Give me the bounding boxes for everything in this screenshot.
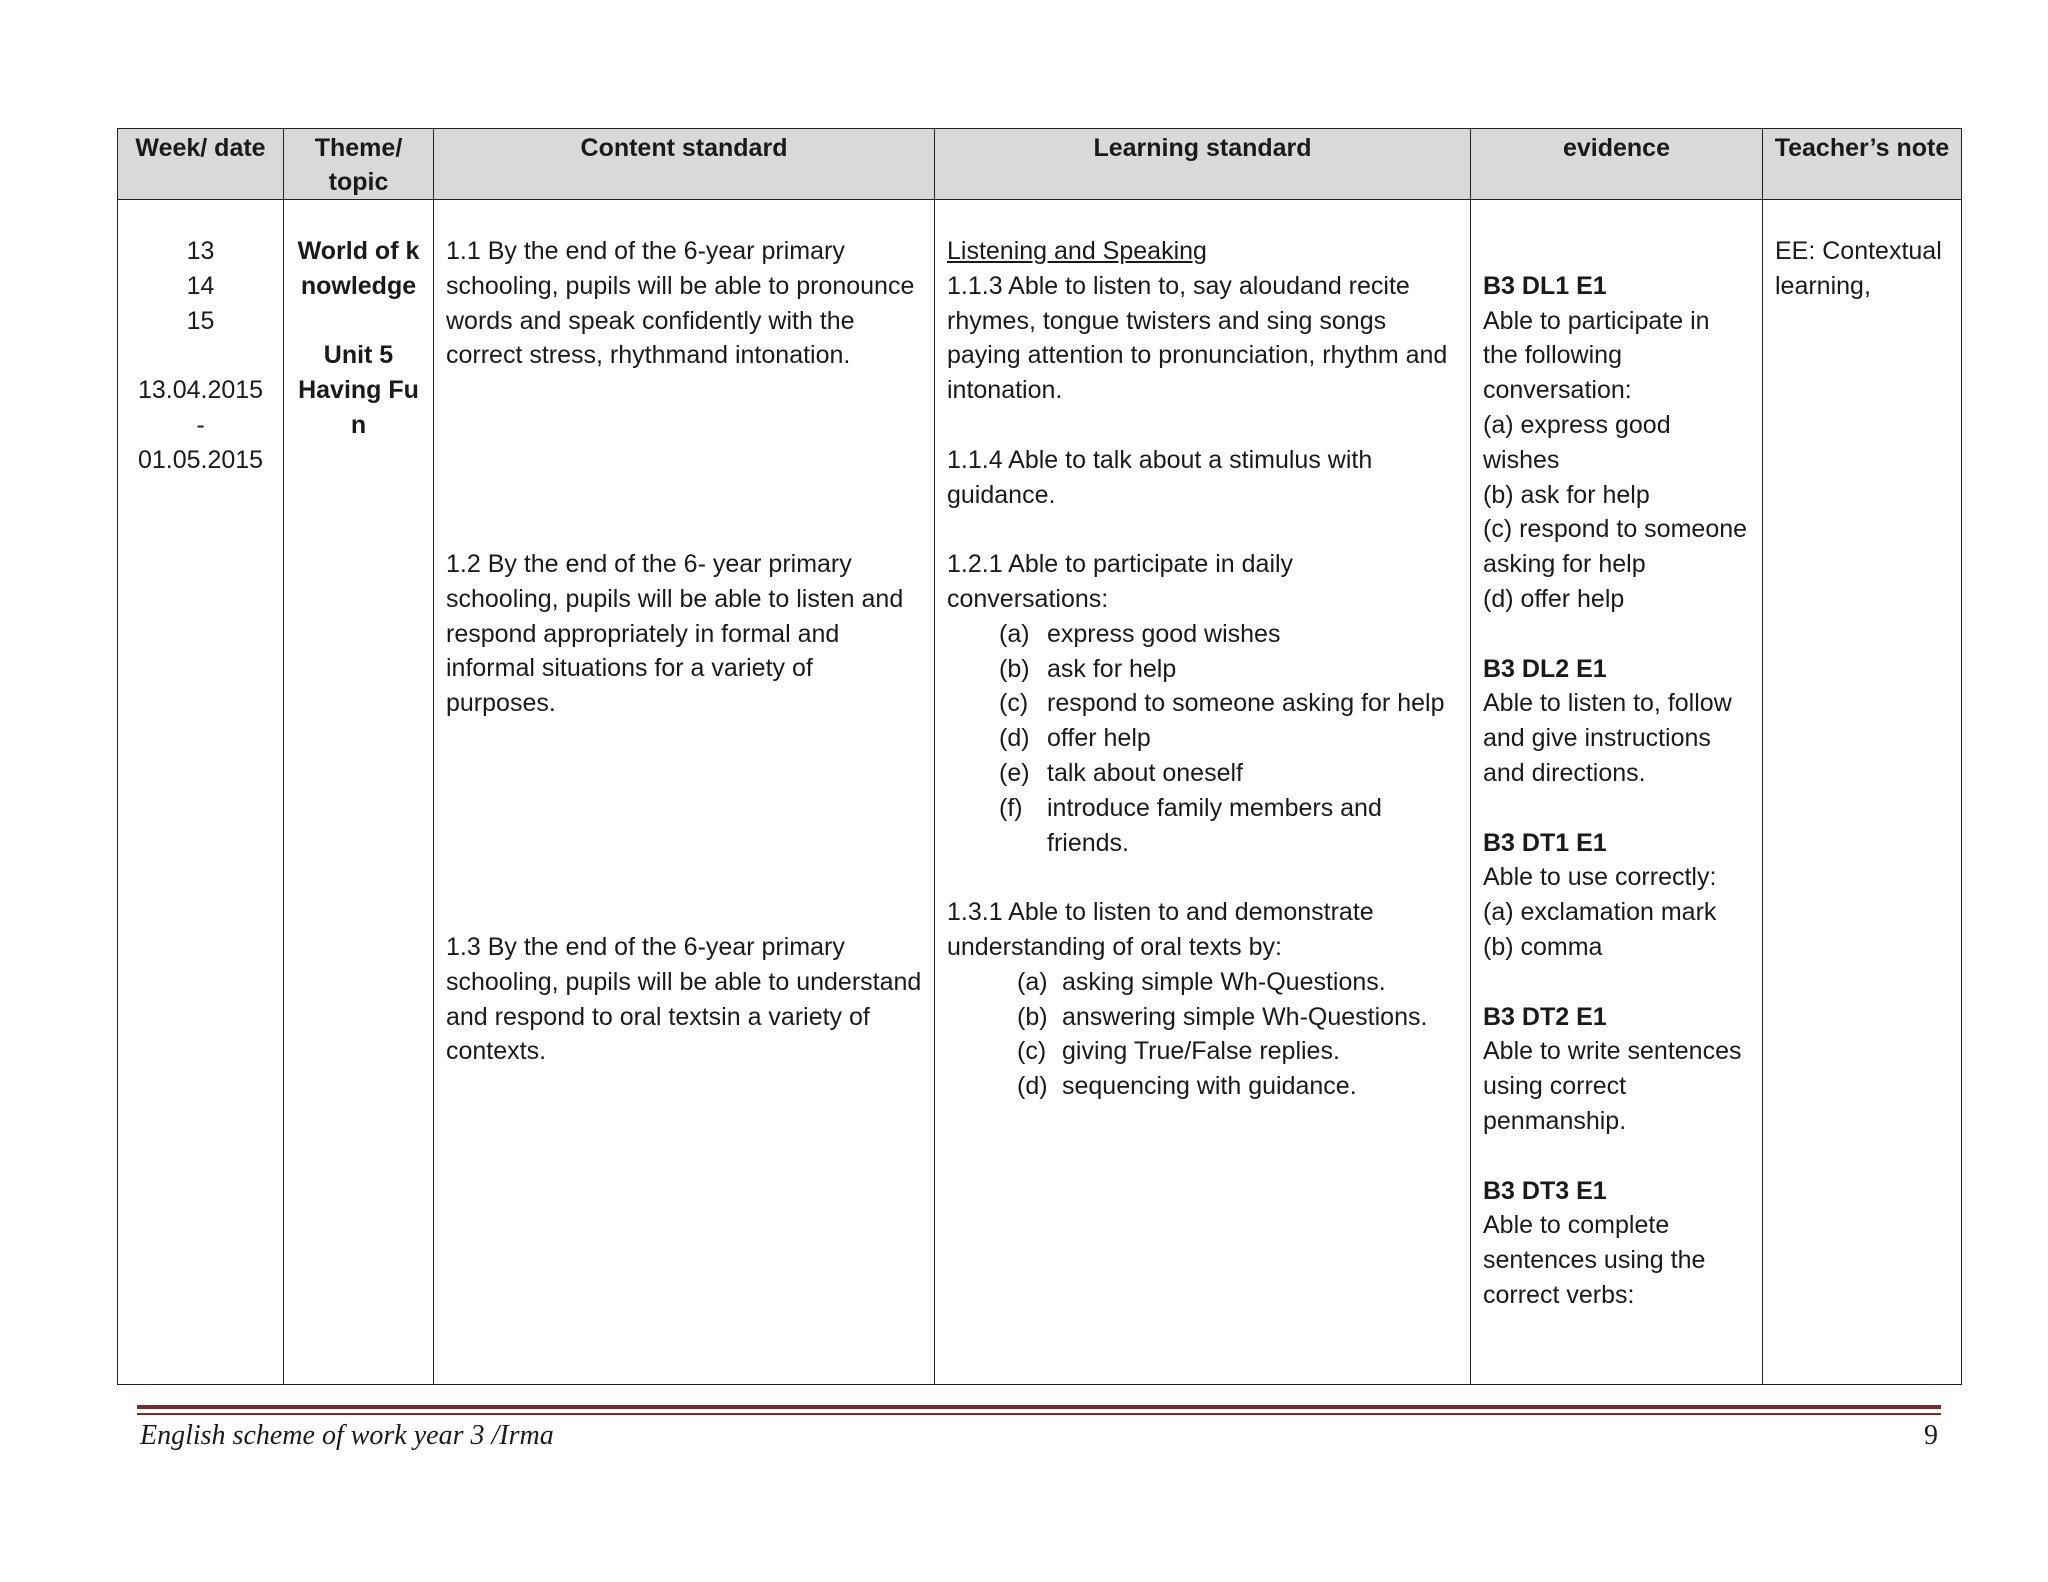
evidence-text: Able to participate in the following conversation: [1483, 306, 1710, 405]
evidence-code: B3 DT2 E1 [1483, 1002, 1607, 1031]
header-week-date: Week/ date [118, 129, 284, 200]
scheme-of-work-table [117, 128, 1962, 1385]
list-item: (b) ask for help [999, 654, 1177, 683]
list-item: (c) giving True/False replies. [1017, 1037, 1340, 1066]
week-number: 13 [186, 237, 215, 265]
learning-standard-1-1-4: 1.1.4 Able to talk about a stimulus with guidance. [947, 445, 1373, 509]
learning-standard-1-2-1: 1.2.1 Able to participate in daily conversations: [947, 550, 1294, 613]
content-standard-1-1: 1.1 By the end of the 6-year primary schooling, pupils will be able to pronounce words and speak confidently with the correct stress, rhythmand intonation. [446, 237, 915, 370]
week-date-cell [118, 200, 284, 1385]
evidence-code: B3 DT1 E1 [1483, 828, 1607, 857]
learning-1-2-1-list [947, 617, 1458, 861]
evidence-code: B3 DL2 E1 [1483, 654, 1607, 683]
date-separator: - [196, 410, 205, 439]
evidence-cell [1471, 200, 1763, 1385]
evidence-code: B3 DT3 E1 [1483, 1176, 1607, 1205]
teachers-note-text: EE: Contextual learning, [1775, 237, 1942, 300]
list-item: (f) introduce family members and friends. [999, 793, 1382, 857]
evidence-code: B3 DL1 E1 [1483, 271, 1607, 300]
evidence-text: Able to listen to, follow and give instructions and directions. [1483, 689, 1732, 787]
evidence-item: (a) exclamation mark [1483, 898, 1717, 927]
page-number: 9 [1924, 1420, 1938, 1451]
evidence-item: (d) offer help [1483, 584, 1625, 613]
header-theme-topic: Theme/ topic [284, 129, 434, 200]
date-start: 13.04.2015 [137, 376, 264, 405]
header-row [118, 129, 1962, 200]
header-teachers-note: Teacher’s note [1763, 129, 1962, 200]
evidence-text: Able to complete sentences using the correct verbs: [1483, 1211, 1706, 1309]
evidence-item: (a) express good wishes [1483, 410, 1671, 474]
theme-topic-cell [284, 200, 434, 1385]
table-row [118, 200, 1962, 1385]
learning-heading: Listening and Speaking [947, 237, 1207, 265]
header-content-standard: Content standard [434, 129, 935, 200]
week-number: 14 [186, 271, 215, 300]
list-item: (a) express good wishes [999, 619, 1281, 648]
evidence-text: Able to use correctly: [1483, 863, 1717, 892]
list-item: (c) respond to someone asking for help [999, 689, 1445, 718]
header-evidence: evidence [1471, 129, 1763, 200]
list-item: (b) answering simple Wh-Questions. [1017, 1002, 1428, 1031]
list-item: (d) sequencing with guidance. [1017, 1072, 1357, 1101]
footer-divider [137, 1405, 1941, 1415]
evidence-item: (b) comma [1483, 932, 1603, 961]
learning-1-3-1-list [947, 965, 1458, 1104]
unit-number: Unit 5 [323, 341, 394, 370]
list-item: (e) talk about oneself [999, 758, 1243, 787]
header-learning-standard: Learning standard [935, 129, 1471, 200]
evidence-item: (c) respond to someone asking for help [1483, 515, 1748, 579]
content-standard-cell [434, 200, 935, 1385]
evidence-text: Able to write sentences using correct penmanship. [1483, 1037, 1742, 1135]
learning-standard-cell [935, 200, 1471, 1385]
learning-standard-1-1-3: 1.1.3 Able to listen to, say aloudand recite rhymes, tongue twisters and sing songs paying attention to pronunciation, rhythm and intonation. [947, 271, 1448, 405]
unit-name: Having Fun [298, 376, 419, 439]
learning-standard-1-3-1: 1.3.1 Able to listen to and demonstrate understanding of oral texts by: [947, 898, 1374, 961]
date-end: 01.05.2015 [137, 445, 264, 474]
week-number: 15 [186, 306, 215, 335]
teachers-note-cell [1763, 200, 1962, 1385]
evidence-item: (b) ask for help [1483, 480, 1650, 509]
list-item: (a) asking simple Wh-Questions. [1017, 967, 1386, 996]
footer-text: English scheme of work year 3 /Irma [140, 1420, 554, 1451]
content-standard-1-2: 1.2 By the end of the 6- year primary schooling, pupils will be able to listen and respond appropriately in formal and informal situations for a variety of purposes. [446, 550, 904, 718]
list-item: (d) offer help [999, 724, 1151, 753]
theme-title: World of knowledge [297, 237, 420, 300]
content-standard-1-3: 1.3 By the end of the 6-year primary schooling, pupils will be able to understand and respond to oral textsin a variety of contexts. [446, 933, 922, 1066]
